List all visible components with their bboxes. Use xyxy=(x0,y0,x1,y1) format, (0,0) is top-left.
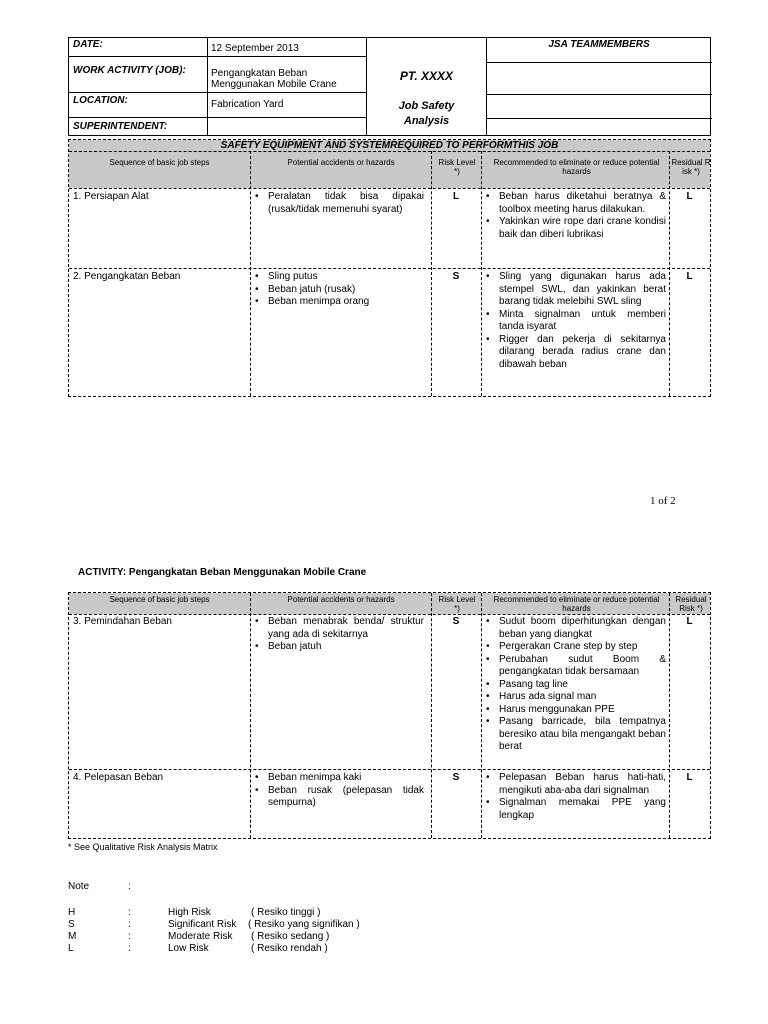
legend-colon: : xyxy=(128,943,131,954)
recommendation-item: • Minta signalman untuk memberi tanda isyarat xyxy=(483,309,666,334)
divider xyxy=(366,38,367,136)
recommendation-item: • Pasang tag line xyxy=(483,679,666,692)
divider xyxy=(69,92,366,93)
recommendation-item: • Harus menggunakan PPE xyxy=(483,704,666,717)
job-step: 3. Pemindahan Beban xyxy=(73,616,172,627)
legend-desc: ( Resiko yang signifikan ) xyxy=(248,919,360,930)
job-step: 1. Persiapan Alat xyxy=(73,191,149,202)
divider xyxy=(486,62,712,63)
residual-risk: L xyxy=(686,772,693,783)
recommendation-list xyxy=(483,616,666,754)
job-step: 4. Pelepasan Beban xyxy=(73,772,164,783)
hazard-item: • Sling putus xyxy=(252,271,424,284)
hazard-item: • Beban jatuh (rusak) xyxy=(252,284,424,297)
note-colon: : xyxy=(128,881,131,892)
column-divider xyxy=(481,593,482,838)
jsa-team-label: JSA TEAMMEMBERS xyxy=(548,39,650,50)
divider xyxy=(69,188,710,189)
note-label: Note xyxy=(68,881,90,892)
column-header-hazards: Potential accidents or hazards xyxy=(287,158,395,167)
residual-risk: L xyxy=(686,616,693,627)
legend-name: Moderate Risk xyxy=(168,931,233,942)
date-value: 12 September 2013 xyxy=(211,43,299,54)
recommendation-item: • Rigger dan pekerja di sekitarnya dilarang berada radius crane dan dibawah beban xyxy=(483,334,666,372)
recommendation-item: • Harus ada signal man xyxy=(483,691,666,704)
legend-code: S xyxy=(68,919,75,930)
column-header-hazards: Potential accidents or hazards xyxy=(287,595,395,604)
document-title: Job Safety Analysis xyxy=(398,100,455,127)
superintendent-label: SUPERINTENDENT: xyxy=(73,121,168,132)
legend-desc: ( Resiko tinggi ) xyxy=(251,907,321,918)
column-header-steps: Sequence of basic job steps xyxy=(109,595,210,604)
column-divider xyxy=(250,593,251,838)
divider xyxy=(486,38,487,136)
location-value: Fabrication Yard xyxy=(211,99,284,110)
divider xyxy=(69,56,366,57)
location-label: LOCATION: xyxy=(73,95,128,106)
column-divider xyxy=(431,593,432,838)
page-number: 1 of 2 xyxy=(650,495,676,507)
column-header-risk: Risk Level *) xyxy=(438,595,476,613)
legend-colon: : xyxy=(128,919,131,930)
safety-banner: SAFETY EQUIPMENT AND SYSTEMREQUIRED TO PERFORMTHIS JOB xyxy=(220,140,559,151)
risk-level: L xyxy=(452,191,460,202)
hazard-item: • Beban rusak (pelepasan tidak sempurna) xyxy=(252,785,424,810)
recommendation-list xyxy=(483,772,666,822)
legend-code: L xyxy=(68,943,74,954)
recommendation-item: • Beban harus diketahui beratnya & toolbox meeting harus dilakukan. xyxy=(483,191,666,216)
legend-desc: ( Resiko rendah ) xyxy=(251,943,328,954)
hazard-item: • Beban menimpa kaki xyxy=(252,772,424,785)
column-header-steps: Sequence of basic job steps xyxy=(109,158,210,167)
divider xyxy=(486,94,712,95)
divider xyxy=(69,268,710,269)
divider xyxy=(69,769,710,770)
legend-colon: : xyxy=(128,907,131,918)
divider xyxy=(207,38,208,136)
hazard-list xyxy=(252,271,424,309)
risk-level: S xyxy=(452,616,460,627)
column-header-residual: Residual Risk *) xyxy=(671,158,711,176)
column-divider xyxy=(669,593,670,838)
recommendation-item: • Sling yang digunakan harus ada stempel SWL, dan yakinkan berat barang tidak melebihi SWL sling xyxy=(483,271,666,309)
risk-level: S xyxy=(452,271,460,282)
work-activity-value: Pengangkatan Beban Menggunakan Mobile Crane xyxy=(211,68,337,90)
divider xyxy=(486,118,712,119)
column-header-residual: Residual Risk *) xyxy=(675,595,707,613)
recommendation-item: • Pasang barricade, bila tempatnya beresiko atau bila mengangakt beban berat xyxy=(483,716,666,754)
residual-risk: L xyxy=(686,271,693,282)
recommendation-item: • Pelepasan Beban harus hati-hati, mengikuti aba-aba dari signalman xyxy=(483,772,666,797)
recommendation-item: • Pergerakan Crane step by step xyxy=(483,641,666,654)
residual-risk: L xyxy=(686,191,693,202)
jsa-table-1 xyxy=(68,139,711,397)
column-header-recommend: Recommended to eliminate or reduce potential hazards xyxy=(493,595,660,613)
jsa-table-2 xyxy=(68,592,711,839)
date-label: DATE: xyxy=(73,39,103,50)
recommendation-item: • Yakinkan wire rope dari crane kondisi baik dan diberi lubrikasi xyxy=(483,216,666,241)
hazard-list xyxy=(252,616,424,654)
column-divider xyxy=(481,151,482,396)
column-header-risk: Risk Level *) xyxy=(438,158,476,176)
hazard-item: • Peralatan tidak bisa dipakai (rusak/tidak memenuhi syarat) xyxy=(252,191,424,216)
hazard-list xyxy=(252,772,424,810)
column-divider xyxy=(250,151,251,396)
recommendation-list xyxy=(483,271,666,371)
footnote: * See Qualitative Risk Analysis Matrix xyxy=(68,842,218,852)
hazard-item: • Beban menabrak benda/ struktur yang ada di sekitarnya xyxy=(252,616,424,641)
job-step: 2. Pengangkatan Beban xyxy=(73,271,181,282)
legend-name: High Risk xyxy=(168,907,211,918)
recommendation-item: • Perubahan sudut Boom & pengangkatan tidak bersamaan xyxy=(483,654,666,679)
hazard-item: • Beban menimpa orang xyxy=(252,296,424,309)
legend-name: Low Risk xyxy=(168,943,209,954)
column-header-recommend: Recommended to eliminate or reduce potential hazards xyxy=(493,158,660,176)
legend-code: H xyxy=(68,907,76,918)
risk-level: S xyxy=(452,772,460,783)
legend-desc: ( Resiko sedang ) xyxy=(251,931,330,942)
divider xyxy=(69,614,710,615)
legend-code: M xyxy=(68,931,77,942)
hazard-list xyxy=(252,191,424,216)
recommendation-item: • Signalman memakai PPE yang lengkap xyxy=(483,797,666,822)
activity-title: ACTIVITY: Pengangkatan Beban Menggunakan Mobile Crane xyxy=(78,567,367,578)
legend-name: Significant Risk xyxy=(168,919,237,930)
jsa-header xyxy=(68,37,711,136)
recommendation-list xyxy=(483,191,666,241)
recommendation-item: • Sudut boom diperhitungkan dengan beban yang diangkat xyxy=(483,616,666,641)
work-activity-label: WORK ACTIVITY (JOB): xyxy=(73,65,186,76)
company-name: PT. XXXX xyxy=(399,69,454,83)
hazard-item: • Beban jatuh xyxy=(252,641,424,654)
divider xyxy=(69,117,366,118)
legend-colon: : xyxy=(128,931,131,942)
